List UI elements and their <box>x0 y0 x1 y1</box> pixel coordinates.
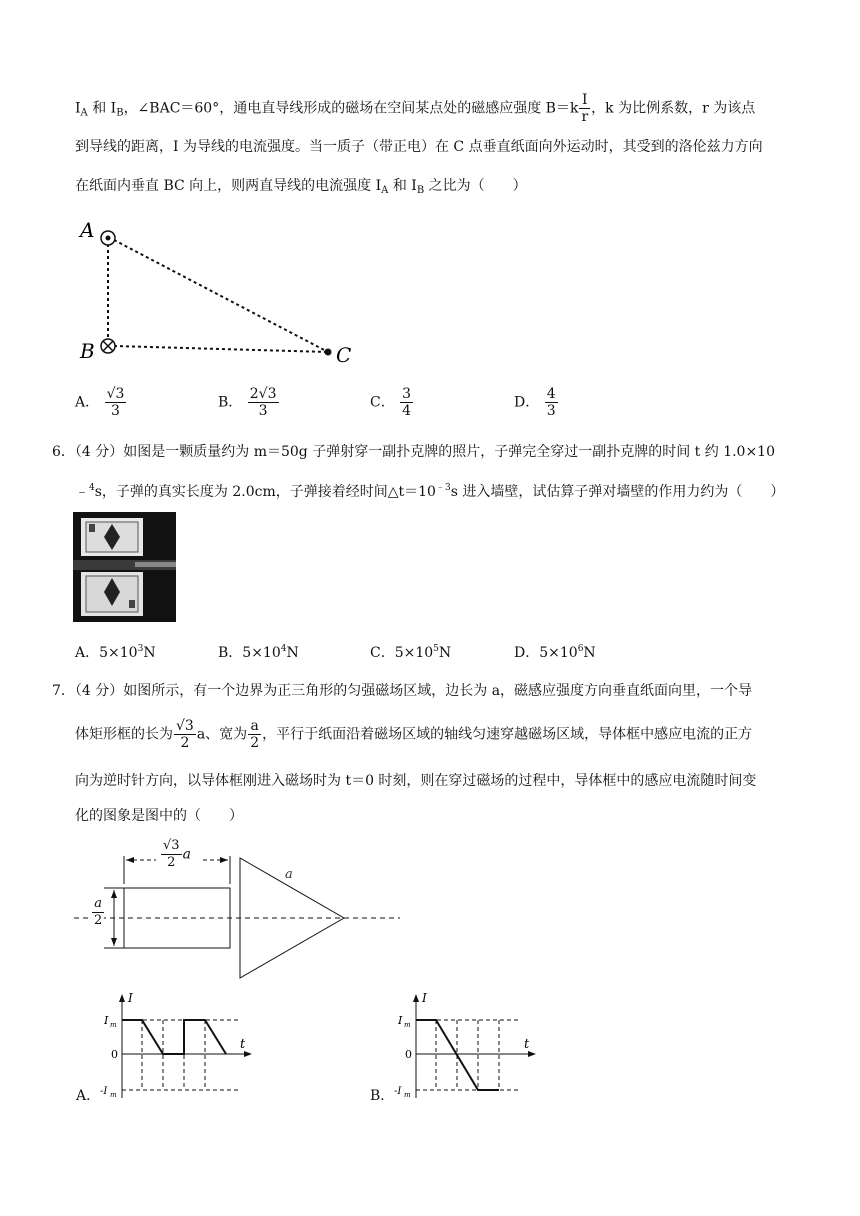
svg-text:-I: -I <box>100 1086 108 1097</box>
q5-option-d[interactable]: D． $\frac{4}{3}$ <box>514 386 556 419</box>
bullet-cards-photo <box>73 512 176 622</box>
q7-line-3: 向为逆时针方向，以导体框刚进入磁场时为 t＝0 时刻，则在穿过磁场的过程中，导体框中的感应电流随时间变 <box>75 773 757 789</box>
svg-text:m: m <box>404 1091 411 1099</box>
graph-a-plot <box>100 986 260 1106</box>
svg-text:I: I <box>104 1014 109 1027</box>
svg-text:I: I <box>398 1014 403 1027</box>
svg-text:I: I <box>128 991 133 1005</box>
q6-option-b[interactable]: B．$5\times 10^4N$ <box>218 644 299 661</box>
svg-text:0: 0 <box>111 1048 118 1061</box>
label-c: C <box>336 343 352 367</box>
q7-line-1: 7．（4 分）如图所示，有一个边界为正三角形的匀强磁场区域，边长为 a，磁感应强度方向垂直纸面向里，一个导 <box>52 683 753 699</box>
svg-text:I: I <box>422 991 427 1005</box>
q7-line-2: 体矩形框的长为 $\frac{√3}{2}$ a、宽为 $\frac{a}{2}$ ，平行于纸面沿着磁场区域的轴线匀速穿越磁场区域，导体框中感应电流的正方 <box>75 718 753 751</box>
svg-text:-I: -I <box>394 1086 402 1097</box>
width-dimension-label: $\frac{√3}{2}$ a <box>163 838 191 870</box>
side-label-a: a <box>285 867 293 882</box>
height-dimension-label: $\frac{a}{2}$ <box>94 896 103 928</box>
q6-option-d[interactable]: D．$5\times 10^6N$ <box>514 644 596 661</box>
svg-text:t: t <box>240 1037 246 1052</box>
svg-text:m: m <box>110 1091 117 1099</box>
frame-triangle-diagram <box>70 836 410 986</box>
q5-option-a[interactable]: A． $\frac{√3}{3}$ <box>75 386 125 419</box>
svg-text:0: 0 <box>405 1048 412 1061</box>
graph-option-a[interactable]: A． I t I m 0 -I m <box>72 986 262 1106</box>
label-a: A <box>80 218 95 242</box>
triangle-abc-diagram <box>70 212 370 377</box>
q5-option-b[interactable]: B． $\frac{2√3}{3}$ <box>218 386 277 419</box>
label-b: B <box>80 339 95 363</box>
q7-line-4: 化的图象是图中的（ ） <box>75 808 243 824</box>
q5-line-3: 在纸面内垂直 BC 向上，则两直导线的电流强度 $I_A$ 和 $I_B$ 之比为（ ） <box>75 178 527 196</box>
q5-line-1: $I_A$ 和 $I_B$，∠BAC＝60°，通电直导线形成的磁场在空间某点处的磁感应强度 B＝k $\frac{I}{r}$ ，k 为比例系数，r 为该点 <box>75 92 756 125</box>
svg-text:m: m <box>404 1021 411 1029</box>
svg-text:m: m <box>110 1021 117 1029</box>
q5-line-2: 到导线的距离，I 为导线的电流强度。当一质子（带正电）在 C 点垂直纸面向外运动时，其受到的洛伦兹力方向 <box>75 139 763 155</box>
q6-line-1: 6．（4 分）如图是一颗质量约为 m＝50g 子弹射穿一副扑克牌的照片，子弹完全穿过一副扑克牌的时间 t 约 1.0×10 <box>52 444 776 460</box>
graph-b-plot <box>394 986 554 1106</box>
q6-option-a[interactable]: A．$5\times 10^3N$ <box>75 644 156 661</box>
wire-b-in-icon <box>101 339 115 353</box>
formula-i-over-r: $\frac{I}{r}$ <box>581 92 589 125</box>
wire-a-out-icon <box>101 231 115 245</box>
svg-text:t: t <box>524 1037 530 1052</box>
graph-option-b[interactable]: B． I t I m 0 -I m <box>370 986 560 1106</box>
q6-option-c[interactable]: C．$5\times 10^5N$ <box>370 644 452 661</box>
q5-option-c[interactable]: C． $\frac{3}{4}$ <box>370 386 412 419</box>
point-c <box>325 349 332 356</box>
q6-line-2: ﹣$^4$s，子弹的真实长度为 2.0cm，子弹接着经时间$\triangle t=10^{﹣3}s$ 进入墙壁，试估算子弹对墙壁的作用力约为（ ） <box>75 483 785 500</box>
